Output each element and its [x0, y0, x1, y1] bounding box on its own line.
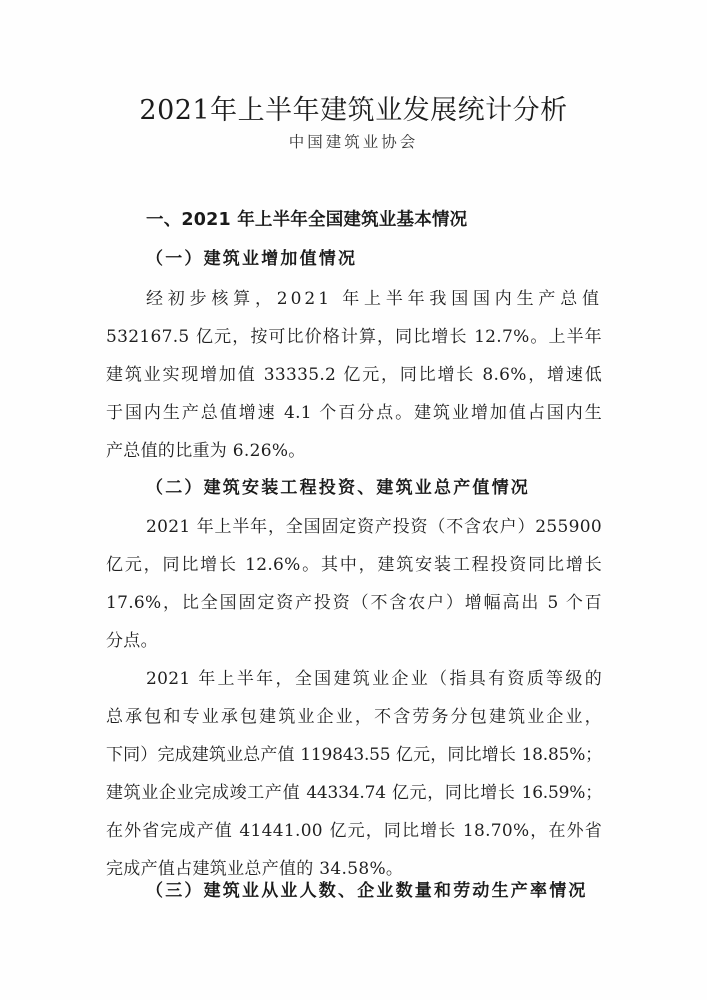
subsection-heading-3: （三）建筑业从业人数、企业数量和劳动生产率情况: [146, 881, 588, 901]
paragraph-line: 2021 年上半年，全国固定资产投资（不含农户）255900: [146, 517, 602, 537]
paragraph-line: 2021 年上半年，全国建筑业企业（指具有资质等级的: [146, 669, 602, 689]
paragraph-line: 于国内生产总值增速 4.1 个百分点。建筑业增加值占国内生: [106, 403, 602, 423]
paragraph-line: 亿元，同比增长 12.6%。其中，建筑安装工程投资同比增长: [106, 555, 602, 575]
section-heading-1: 一、2021 年上半年全国建筑业基本情况: [146, 210, 468, 230]
paragraph-line: 17.6%，比全国固定资产投资（不含农户）增幅高出 5 个百: [106, 593, 602, 613]
document-title: 2021年上半年建筑业发展统计分析: [139, 95, 568, 126]
paragraph-line: 经初步核算，2021 年上半年我国国内生产总值: [146, 289, 602, 309]
paragraph-line: 总承包和专业承包建筑业企业，不含劳务分包建筑业企业，: [106, 707, 602, 727]
paragraph-line: 下同）完成建筑业总产值 119843.55 亿元，同比增长 18.85%；: [106, 745, 602, 765]
document-author: 中国建筑业协会: [288, 133, 419, 151]
paragraph-line: 建筑业实现增加值 33335.2 亿元，同比增长 8.6%，增速低: [106, 365, 602, 385]
subsection-heading-1: （一）建筑业增加值情况: [146, 249, 358, 269]
paragraph-line: 532167.5 亿元，按可比价格计算，同比增长 12.7%。上半年: [106, 327, 602, 347]
paragraph-line: 分点。: [106, 631, 158, 651]
paragraph-line: 建筑业企业完成竣工产值 44334.74 亿元，同比增长 16.59%；: [106, 783, 602, 803]
paragraph-line: 在外省完成产值 41441.00 亿元，同比增长 18.70%，在外省: [106, 821, 602, 841]
subsection-heading-2: （二）建筑安装工程投资、建筑业总产值情况: [146, 478, 530, 498]
paragraph-line: 产总值的比重为 6.26%。: [106, 441, 306, 461]
paragraph-line: 完成产值占建筑业总产值的 34.58%。: [106, 859, 404, 879]
